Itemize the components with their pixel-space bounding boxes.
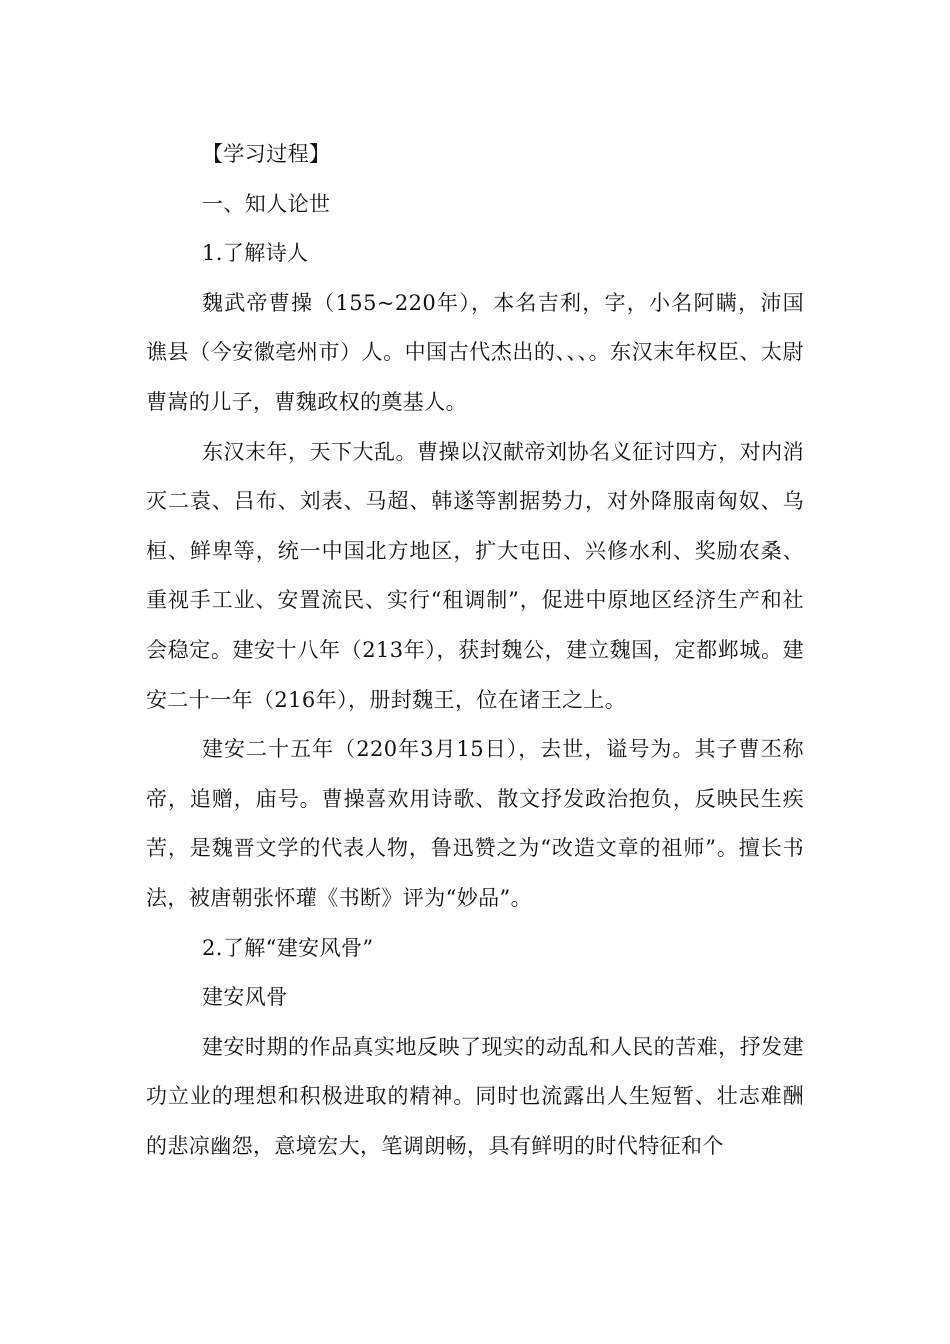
subsection-jian-an-title: 2.了解“建安风骨” [202, 935, 374, 960]
section-title: 【学习过程】 [202, 142, 331, 166]
term-jian-an-fenggu: 建安风骨 [202, 985, 288, 1010]
document-body [146, 130, 804, 1171]
subsection-poet-title: 1.了解诗人 [202, 241, 309, 266]
paragraph-biography: 魏武帝曹操（155~220年），本名吉利，字，小名阿瞒，沛国谯县（今安徽亳州市）人。中国古代杰出的、、、。东汉末年权臣、太尉曹嵩的儿子，曹魏政权的奠基人。 [146, 290, 804, 414]
paragraph-history: 东汉末年，天下大乱。曹操以汉献帝刘协名义征讨四方，对内消灭二袁、吕布、刘表、马超、韩遂等割据势力，对外降服南匈奴、乌桓、鲜卑等，统一中国北方地区，扩大屯田、兴修水利、奖励农桑、重视手工业、安置流民、实行“租调制”，促进中原地区经济生产和社会稳定。建安十八年（213年），获封魏公，建立魏国，定都邺城。建安二十一年（216年），册封魏王，位在诸王之上。 [146, 439, 804, 712]
paragraph-jian-an-description: 建安时期的作品真实地反映了现实的动乱和人民的苦难，抒发建功立业的理想和积极进取的精神。同时也流露出人生短暂、壮志难酬的悲凉幽怨，意境宏大，笔调朗畅，具有鲜明的时代特征和个 [146, 1034, 804, 1158]
paragraph-legacy: 建安二十五年（220年3月15日），去世，谥号为。其子曹丕称帝，追赠，庙号。曹操喜欢用诗歌、散文抒发政治抱负，反映民生疾苦，是魏晋文学的代表人物，鲁迅赞之为“改造文章的祖师”。擅长书法，被唐朝张怀瓘《书断》评为“妙品”。 [146, 737, 804, 910]
part-one-title: 一、知人论世 [202, 191, 331, 216]
